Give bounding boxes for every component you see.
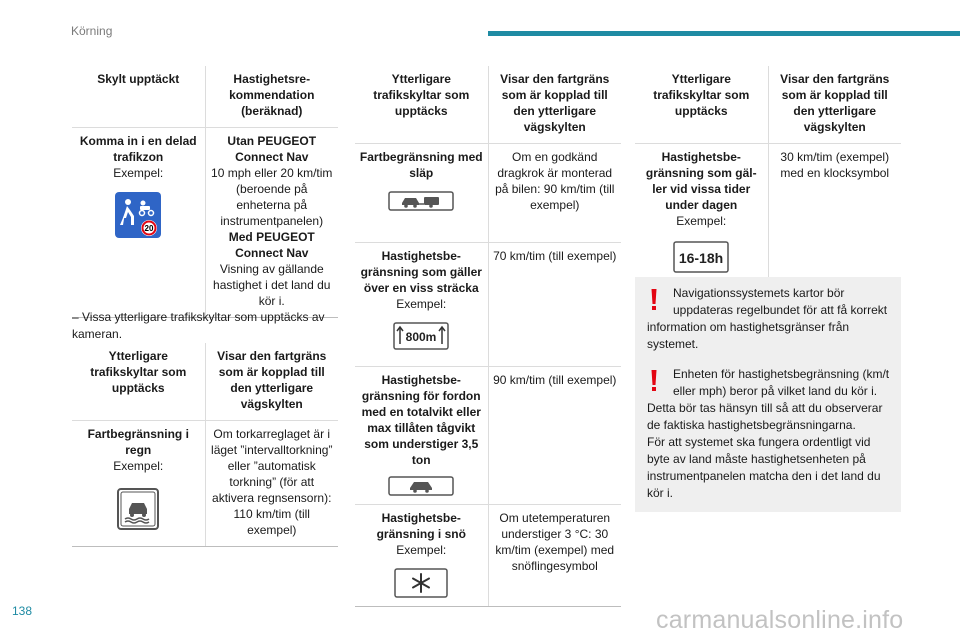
watermark-logo: carmanualsonline.info	[656, 606, 904, 634]
sign-title: Hastighetsbe-gränsning som gäl-ler vid vissa tider under dagen	[645, 150, 757, 212]
column-header: Visar den fartgräns som är kopplad till den ytterligare vägskylten	[780, 72, 890, 134]
sign-title: Hastighetsbe-gränsning i snö	[376, 511, 466, 541]
table-header-row	[355, 66, 621, 144]
rec-text-with-nav: Visning av gällande hastighet i det land du kör i.	[213, 262, 331, 308]
table-header-row	[72, 343, 338, 421]
table-row	[355, 144, 621, 243]
warning-text-rest2: För att systemet ska fungera ordentligt vid byte av land måste hastighetsenheten på instrumentpanelen matcha den i det land du kör i.	[647, 435, 881, 500]
speed-limit-value: Om utetemperaturen understiger 3 °C: 30 km/tim (exempel) med snöflingesymbol	[495, 511, 615, 573]
table-row	[355, 243, 621, 367]
column-header: Visar den fartgräns som är kopplad till den ytterligare vägskylten	[217, 349, 327, 411]
sign-example-label: Exempel:	[113, 459, 164, 473]
rec-title-without-nav: Utan PEUGEOT Connect Nav	[227, 134, 317, 164]
column-header: Visar den fartgräns som är kopplad till den ytterligare vägskylten	[500, 72, 610, 134]
additional-signs-table-1	[72, 343, 338, 547]
sign-example-label: Exempel:	[396, 297, 447, 311]
column-header: Ytterligare trafikskyltar som upptäcks	[90, 349, 187, 395]
car-trailer-sign-icon	[388, 191, 454, 211]
shared-zone-sign-icon	[114, 191, 162, 239]
warning-text-first: Navigationssystemets kartor bör uppdateras regelbundet för att få korrekt	[673, 286, 888, 317]
sign-title: Fartbegränsning med släp	[359, 150, 483, 180]
additional-signs-note: – Vissa ytterligare trafikskyltar som upptäcks av kameran.	[72, 310, 325, 341]
sign-example-label: Exempel:	[676, 214, 727, 228]
table-row	[635, 144, 901, 282]
svg-text:800m: 800m	[405, 330, 437, 344]
sign-example-label: Exempel:	[396, 543, 447, 557]
column-header: Ytterligare trafikskyltar som upptäcks	[653, 72, 750, 118]
speed-limit-value: 30 km/tim (exempel) med en klocksymbol	[780, 150, 890, 180]
column-header: Skylt upptäckt	[97, 72, 180, 86]
column-header: Hastighetsre-kommendation (beräknad)	[229, 72, 315, 118]
time-sign-icon	[673, 241, 729, 273]
header-accent-bar	[488, 31, 960, 36]
column-header: Ytterligare trafikskyltar som upptäcks	[373, 72, 470, 118]
table-row	[72, 421, 338, 547]
svg-text:20: 20	[144, 224, 154, 233]
sign-title: Komma in i en delad trafikzon	[79, 134, 197, 164]
table-header-row	[635, 66, 901, 144]
warning-text-rest: Detta bör tas hänsyn till så att du observerar de faktiska hastighetsbegränsningarna.	[647, 401, 883, 432]
sign-title: Hastighetsbe-gränsning som gäller över en viss sträcka	[360, 249, 482, 295]
additional-signs-table-2	[355, 66, 621, 607]
warning-box-units	[635, 358, 901, 512]
distance-sign-icon	[393, 322, 449, 350]
warning-exclamation-icon	[651, 370, 657, 392]
rec-title-with-nav: Med PEUGEOT Connect Nav	[228, 230, 315, 260]
table-row	[72, 128, 338, 318]
warning-text-rest: information om hastighetsgränser från systemet.	[647, 320, 850, 351]
table-row	[355, 367, 621, 505]
rec-text-without-nav: 10 mph eller 20 km/tim (beroende på enheterna på instrumentpanelen)	[211, 166, 333, 228]
sign-example-label: Exempel:	[113, 166, 164, 180]
warning-box-navigation	[635, 277, 901, 363]
page-number: 138	[12, 604, 33, 618]
speed-limit-value: Om torkarreglaget är i läget ”intervalltorkning” eller ”automatisk torkning” (för att aktivera regnsensorn): 110 km/tim (till exempel)	[211, 427, 333, 537]
warning-text-first: Enheten för hastighetsbegränsning (km/t eller mph) beror på vilket land du kör i.	[673, 367, 890, 398]
sign-title: Hastighetsbe-gränsning för fordon med en totalvikt eller max tillåten tågvikt som understiger 3,5 ton	[361, 373, 481, 467]
snowflake-sign-icon	[394, 568, 448, 598]
detected-sign-table	[72, 66, 338, 318]
additional-signs-table-3	[635, 66, 901, 282]
speed-limit-value: 70 km/tim (till exempel)	[493, 249, 617, 263]
svg-text:16-18h: 16-18h	[679, 250, 724, 266]
section-title: Körning	[71, 24, 113, 38]
table-header-row	[72, 66, 338, 128]
speed-limit-value: 90 km/tim (till exempel)	[493, 373, 617, 387]
warning-exclamation-icon	[651, 289, 657, 311]
rain-road-sign-icon	[117, 488, 159, 530]
car-sign-icon	[388, 476, 454, 496]
table-row	[355, 505, 621, 607]
speed-limit-value: Om en godkänd dragkrok är monterad på bilen: 90 km/tim (till exempel)	[495, 150, 615, 212]
sign-title: Fartbegränsning i regn	[87, 427, 189, 457]
